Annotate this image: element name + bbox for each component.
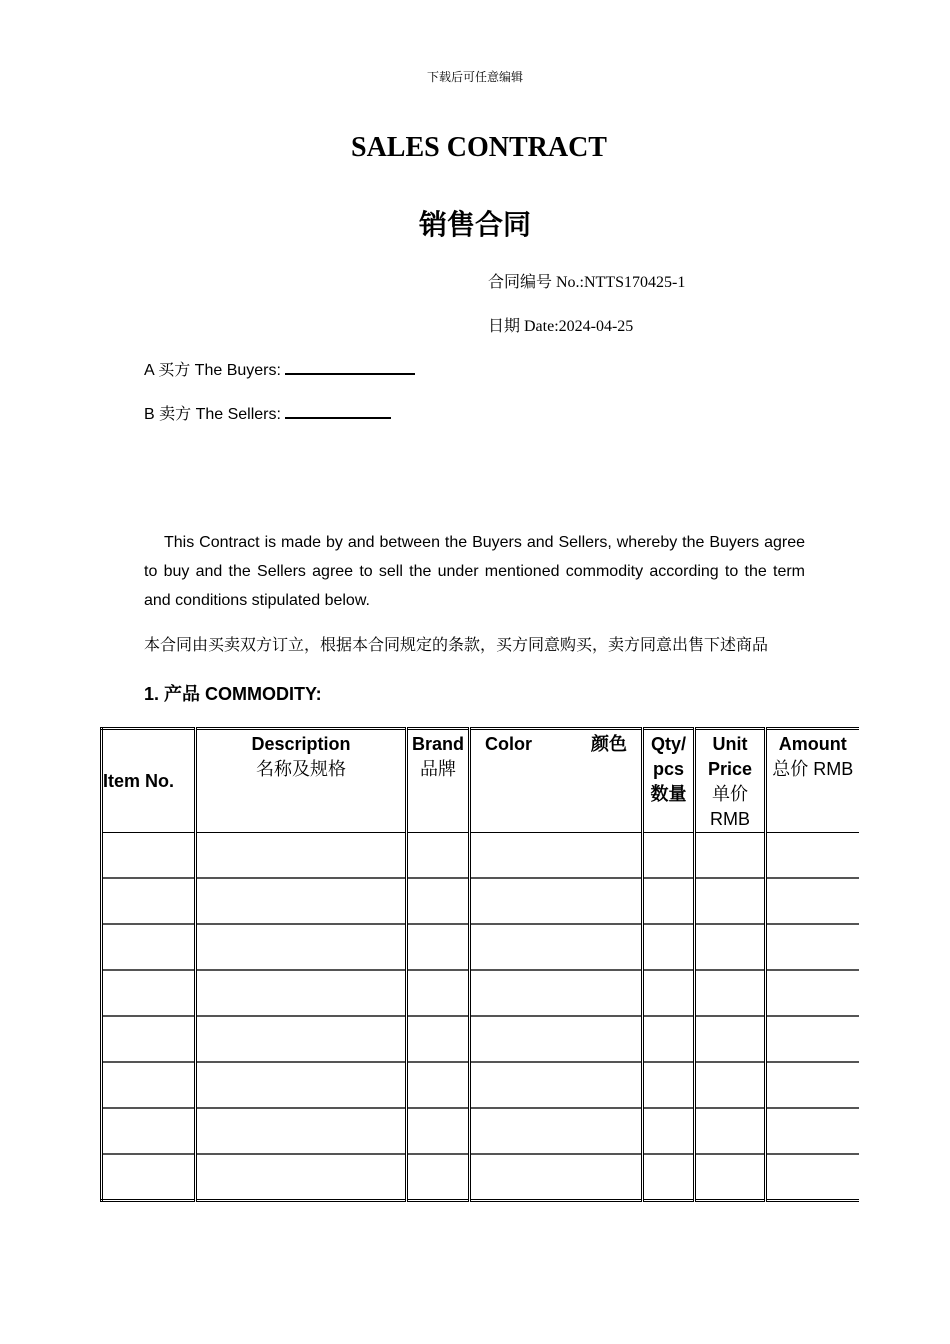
cell-amount[interactable] xyxy=(766,1016,859,1062)
table-row xyxy=(102,1154,859,1201)
cell-description[interactable] xyxy=(196,924,407,970)
buyers-blank[interactable] xyxy=(285,358,415,375)
buyers-line xyxy=(144,357,415,380)
cell-amount[interactable] xyxy=(766,970,859,1016)
cell-qty[interactable] xyxy=(643,924,695,970)
buyers-label: A 买方 The Buyers: xyxy=(144,362,281,379)
table-row xyxy=(102,924,859,970)
cell-amount[interactable] xyxy=(766,1062,859,1108)
cell-amount[interactable] xyxy=(766,878,859,924)
cell-item-no[interactable] xyxy=(102,1016,196,1062)
header-description: Description 名称及规格 xyxy=(196,729,407,833)
header-brand: Brand 品牌 xyxy=(407,729,470,833)
cell-unit-price[interactable] xyxy=(695,924,766,970)
cell-item-no[interactable] xyxy=(102,924,196,970)
cell-color[interactable] xyxy=(470,1108,643,1154)
cell-brand[interactable] xyxy=(407,1016,470,1062)
sellers-blank[interactable] xyxy=(285,402,391,419)
table-row xyxy=(102,1108,859,1154)
table-row xyxy=(102,833,859,879)
cell-item-no[interactable] xyxy=(102,970,196,1016)
sellers-label: B 卖方 The Sellers: xyxy=(144,406,281,423)
cell-item-no[interactable] xyxy=(102,878,196,924)
header-qty: Qty/ pcs 数量 xyxy=(643,729,695,833)
header-amount: Amount 总价 RMB xyxy=(766,729,859,833)
contract-date: 日期 Date:2024-04-25 xyxy=(488,318,634,335)
table-row xyxy=(102,970,859,1016)
contract-number: 合同编号 No.:NTTS170425-1 xyxy=(488,274,686,291)
cell-amount[interactable] xyxy=(766,1108,859,1154)
cell-unit-price[interactable] xyxy=(695,1016,766,1062)
cell-amount[interactable] xyxy=(766,924,859,970)
cell-item-no[interactable] xyxy=(102,1062,196,1108)
cell-unit-price[interactable] xyxy=(695,1108,766,1154)
commodity-table xyxy=(100,727,859,1202)
cell-qty[interactable] xyxy=(643,878,695,924)
cell-color[interactable] xyxy=(470,1016,643,1062)
cell-description[interactable] xyxy=(196,970,407,1016)
cell-description[interactable] xyxy=(196,1062,407,1108)
cell-unit-price[interactable] xyxy=(695,833,766,879)
title-english: SALES CONTRACT xyxy=(351,132,607,163)
cell-color[interactable] xyxy=(470,1154,643,1201)
cell-color[interactable] xyxy=(470,970,643,1016)
cell-brand[interactable] xyxy=(407,970,470,1016)
header-color: Color 颜色 xyxy=(470,729,643,833)
intro-paragraph-english: This Contract is made by and between the Buyers and Sellers, whereby the Buyers agree to buy and the Sellers agree to sell the under mentioned commodity according to the term and conditions stipulated below. xyxy=(144,534,805,609)
cell-brand[interactable] xyxy=(407,924,470,970)
cell-description[interactable] xyxy=(196,878,407,924)
header-note: 下载后可任意编辑 xyxy=(426,70,523,84)
cell-qty[interactable] xyxy=(643,1154,695,1201)
table-row xyxy=(102,878,859,924)
cell-qty[interactable] xyxy=(643,833,695,879)
cell-brand[interactable] xyxy=(407,1108,470,1154)
cell-description[interactable] xyxy=(196,1108,407,1154)
cell-qty[interactable] xyxy=(643,1016,695,1062)
cell-item-no[interactable] xyxy=(102,1154,196,1201)
cell-unit-price[interactable] xyxy=(695,878,766,924)
cell-item-no[interactable] xyxy=(102,833,196,879)
table-header-row xyxy=(102,729,859,833)
table-row xyxy=(102,1062,859,1108)
cell-color[interactable] xyxy=(470,924,643,970)
cell-description[interactable] xyxy=(196,833,407,879)
cell-color[interactable] xyxy=(470,833,643,879)
sellers-line xyxy=(144,401,391,424)
cell-amount[interactable] xyxy=(766,833,859,879)
cell-qty[interactable] xyxy=(643,970,695,1016)
intro-paragraph-chinese: 本合同由买卖双方订立，根据本合同规定的条款，买方同意购买，卖方同意出售下述商品 xyxy=(144,637,769,654)
cell-color[interactable] xyxy=(470,1062,643,1108)
cell-brand[interactable] xyxy=(407,1154,470,1201)
cell-item-no[interactable] xyxy=(102,1108,196,1154)
cell-description[interactable] xyxy=(196,1016,407,1062)
cell-brand[interactable] xyxy=(407,878,470,924)
table-row xyxy=(102,1016,859,1062)
cell-description[interactable] xyxy=(196,1154,407,1201)
header-item-no: Item No. xyxy=(102,729,196,833)
section-title-commodity: 1. 产品 COMMODITY: xyxy=(144,684,322,704)
cell-qty[interactable] xyxy=(643,1108,695,1154)
cell-unit-price[interactable] xyxy=(695,970,766,1016)
cell-brand[interactable] xyxy=(407,1062,470,1108)
title-chinese: 销售合同 xyxy=(418,209,531,240)
cell-brand[interactable] xyxy=(407,833,470,879)
cell-unit-price[interactable] xyxy=(695,1154,766,1201)
table-body xyxy=(102,833,859,1201)
cell-qty[interactable] xyxy=(643,1062,695,1108)
cell-amount[interactable] xyxy=(766,1154,859,1201)
cell-color[interactable] xyxy=(470,878,643,924)
cell-unit-price[interactable] xyxy=(695,1062,766,1108)
header-unit-price: Unit Price 单价 RMB xyxy=(695,729,766,833)
